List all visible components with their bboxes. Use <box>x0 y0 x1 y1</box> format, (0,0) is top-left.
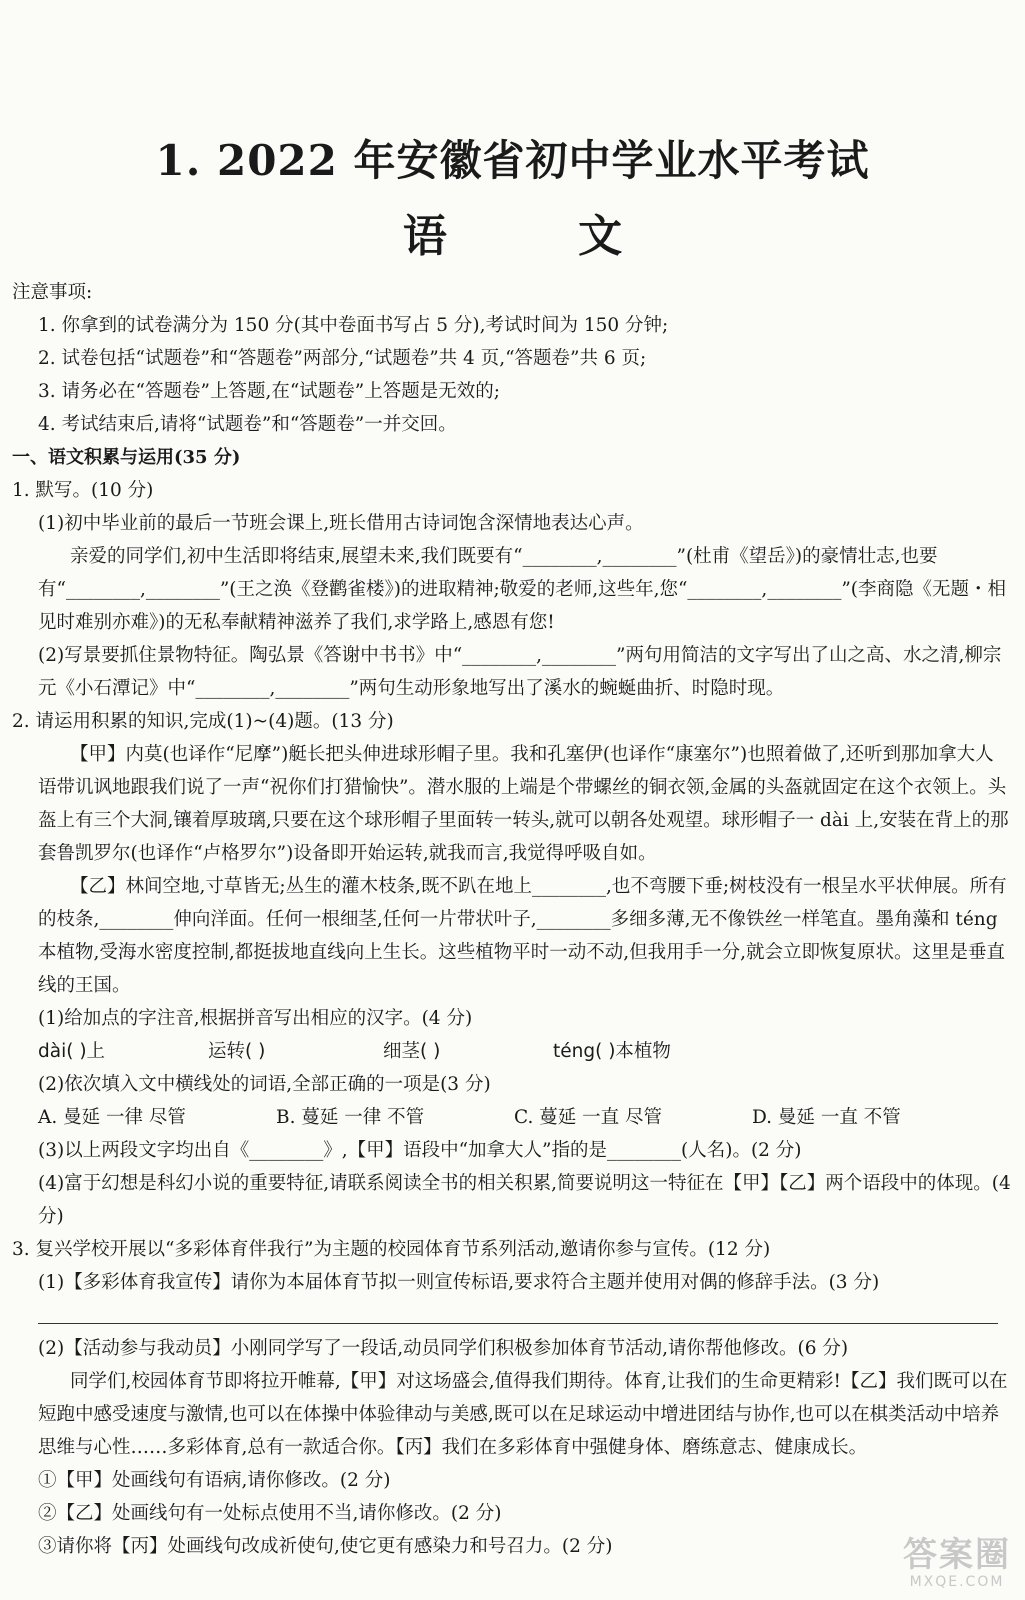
question-2-stem: 2. 请运用积累的知识,完成(1)~(4)题。(13 分) <box>12 711 394 732</box>
question-3-item3: ③请你将【丙】处画线句改成祈使句,使它更有感染力和号召力。(2 分) <box>38 1536 613 1557</box>
option-c: C. 蔓延 一直 尽管 <box>514 1107 663 1128</box>
exam-content <box>12 276 1012 1563</box>
notice-item: 1. 你拿到的试卷满分为 150 分(其中卷面书写占 5 分),考试时间为 150 分钟; <box>38 315 669 336</box>
pinyin-items <box>12 1035 1012 1068</box>
question-2-sub4: (4)富于幻想是科幻小说的重要特征,请联系阅读全书的相关积累,简要说明这一特征在【甲】【乙】两个语段中的体现。(4 分) <box>38 1173 1011 1227</box>
question-1-stem: 1. 默写。(10 分) <box>12 480 154 501</box>
exam-title: 1. 2022 年安徽省初中学业水平考试 <box>155 136 870 185</box>
question-3-item2: ②【乙】处画线句有一处标点使用不当,请你修改。(2 分) <box>38 1503 502 1524</box>
question-1-part1-intro: (1)初中毕业前的最后一节班会课上,班长借用古诗词饱含深情地表达心声。 <box>38 513 644 534</box>
pinyin-item: téng( )本植物 <box>553 1041 671 1062</box>
question-2-sub3: (3)以上两段文字均出自《________》,【甲】语段中“加拿大人”指的是________(人名)。(2 分) <box>38 1140 802 1161</box>
notice-item: 4. 考试结束后,请将“试题卷”和“答题卷”一并交回。 <box>38 414 457 435</box>
pinyin-item: 细茎( ) <box>383 1041 441 1062</box>
section-heading: 一、语文积累与运用(35 分) <box>12 447 241 468</box>
question-3-sub2: (2)【活动参与我动员】小刚同学写了一段话,动员同学们积极参加体育节活动,请你帮他修改。(6 分) <box>38 1338 849 1359</box>
notice-heading: 注意事项: <box>12 282 93 303</box>
question-3-sub1: (1)【多彩体育我宣传】请你为本届体育节拟一则宣传标语,要求符合主题并使用对偶的修辞手法。(3 分) <box>38 1272 880 1293</box>
question-1-part1-body: 亲爱的同学们,初中生活即将结束,展望未来,我们既要有“________,________”(杜甫《望岳》)的豪情壮志,也要有“________,________”(王之涣《登鹳雀楼》)的进取精神;敬爱的老师,这些年,您“________,________”(李商隐《无题・相见时难别亦难》)的无私奉献精神滋养了我们,求学路上,感恩有您! <box>38 546 1006 633</box>
answer-line <box>38 1309 998 1324</box>
option-d: D. 曼延 一直 不管 <box>752 1107 901 1128</box>
watermark-logo-text: 答案圈 <box>903 1535 1011 1575</box>
option-list <box>12 1101 1012 1134</box>
option-b: B. 蔓延 一律 不管 <box>276 1107 425 1128</box>
passage-jia: 【甲】内莫(也译作“尼摩”)艇长把头伸进球形帽子里。我和孔塞伊(也译作“康塞尔”)也照着做了,还听到那加拿大人语带讥讽地跟我们说了一声“祝你们打猎愉快”。潜水服的上端是个带螺丝的铜衣领,金属的头盔就固定在这个衣领上。头盔上有三个大洞,镶着厚玻璃,只要在这个球形帽子里面转一转头,就可以朝各处观望。球形帽子一 dài 上,安装在背上的那套鲁凯罗尔(也译作“卢格罗尔”)设备即开始运转,就我而言,我觉得呼吸自如。 <box>38 744 1009 864</box>
question-3-item1: ①【甲】处画线句有语病,请你修改。(2 分) <box>38 1470 391 1491</box>
notice-item: 3. 请务必在“答题卷”上答题,在“试题卷”上答题是无效的; <box>38 381 500 402</box>
passage-yi: 【乙】林间空地,寸草皆无;丛生的灌木枝条,既不趴在地上________,也不弯腰下垂;树枝没有一根呈水平状伸展。所有的枝条,________伸向洋面。任何一根细茎,任何一片带状叶子,________多细多薄,无不像铁丝一样笔直。墨角藻和 téng 本植物,受海水密度控制,都挺拔地直线向上生长。这些植物平时一动不动,但我用手一分,就会立即恢复原状。这里是垂直线的王国。 <box>38 876 1007 996</box>
question-2-sub1: (1)给加点的字注音,根据拼音写出相应的汉字。(4 分) <box>38 1008 473 1029</box>
notice-item: 2. 试卷包括“试题卷”和“答题卷”两部分,“试题卷”共 4 页,“答题卷”共 6 页; <box>38 348 647 369</box>
question-3-stem: 3. 复兴学校开展以“多彩体育伴我行”为主题的校园体育节系列活动,邀请你参与宣传。(12 分) <box>12 1239 771 1260</box>
watermark-url: MXQE.COM <box>909 1574 1005 1590</box>
question-1-part2: (2)写景要抓住景物特征。陶弘景《答谢中书书》中“________,________”两句用简洁的文字写出了山之高、水之清,柳宗元《小石潭记》中“________,________”两句生动形象地写出了溪水的蜿蜒曲折、时隐时现。 <box>38 645 1002 699</box>
question-3-passage: 同学们,校园体育节即将拉开帷幕,【甲】对这场盛会,值得我们期待。体育,让我们的生命更精彩!【乙】我们既可以在短跑中感受速度与激情,也可以在体操中体验律动与美感,既可以在足球运动中增进团结与协作,也可以在棋类活动中培养思维与心性……多彩体育,总有一款适合你。【丙】我们在多彩体育中强健身体、磨练意志、健康成长。 <box>38 1371 1008 1458</box>
watermark-logo <box>897 1536 1017 1594</box>
pinyin-item: dài( )上 <box>38 1041 106 1062</box>
question-2-sub2: (2)依次填入文中横线处的词语,全部正确的一项是(3 分) <box>38 1074 491 1095</box>
subject-heading: 语 文 <box>402 211 681 262</box>
option-a: A. 曼延 一律 尽管 <box>38 1107 186 1128</box>
pinyin-item: 运转( ) <box>208 1041 266 1062</box>
